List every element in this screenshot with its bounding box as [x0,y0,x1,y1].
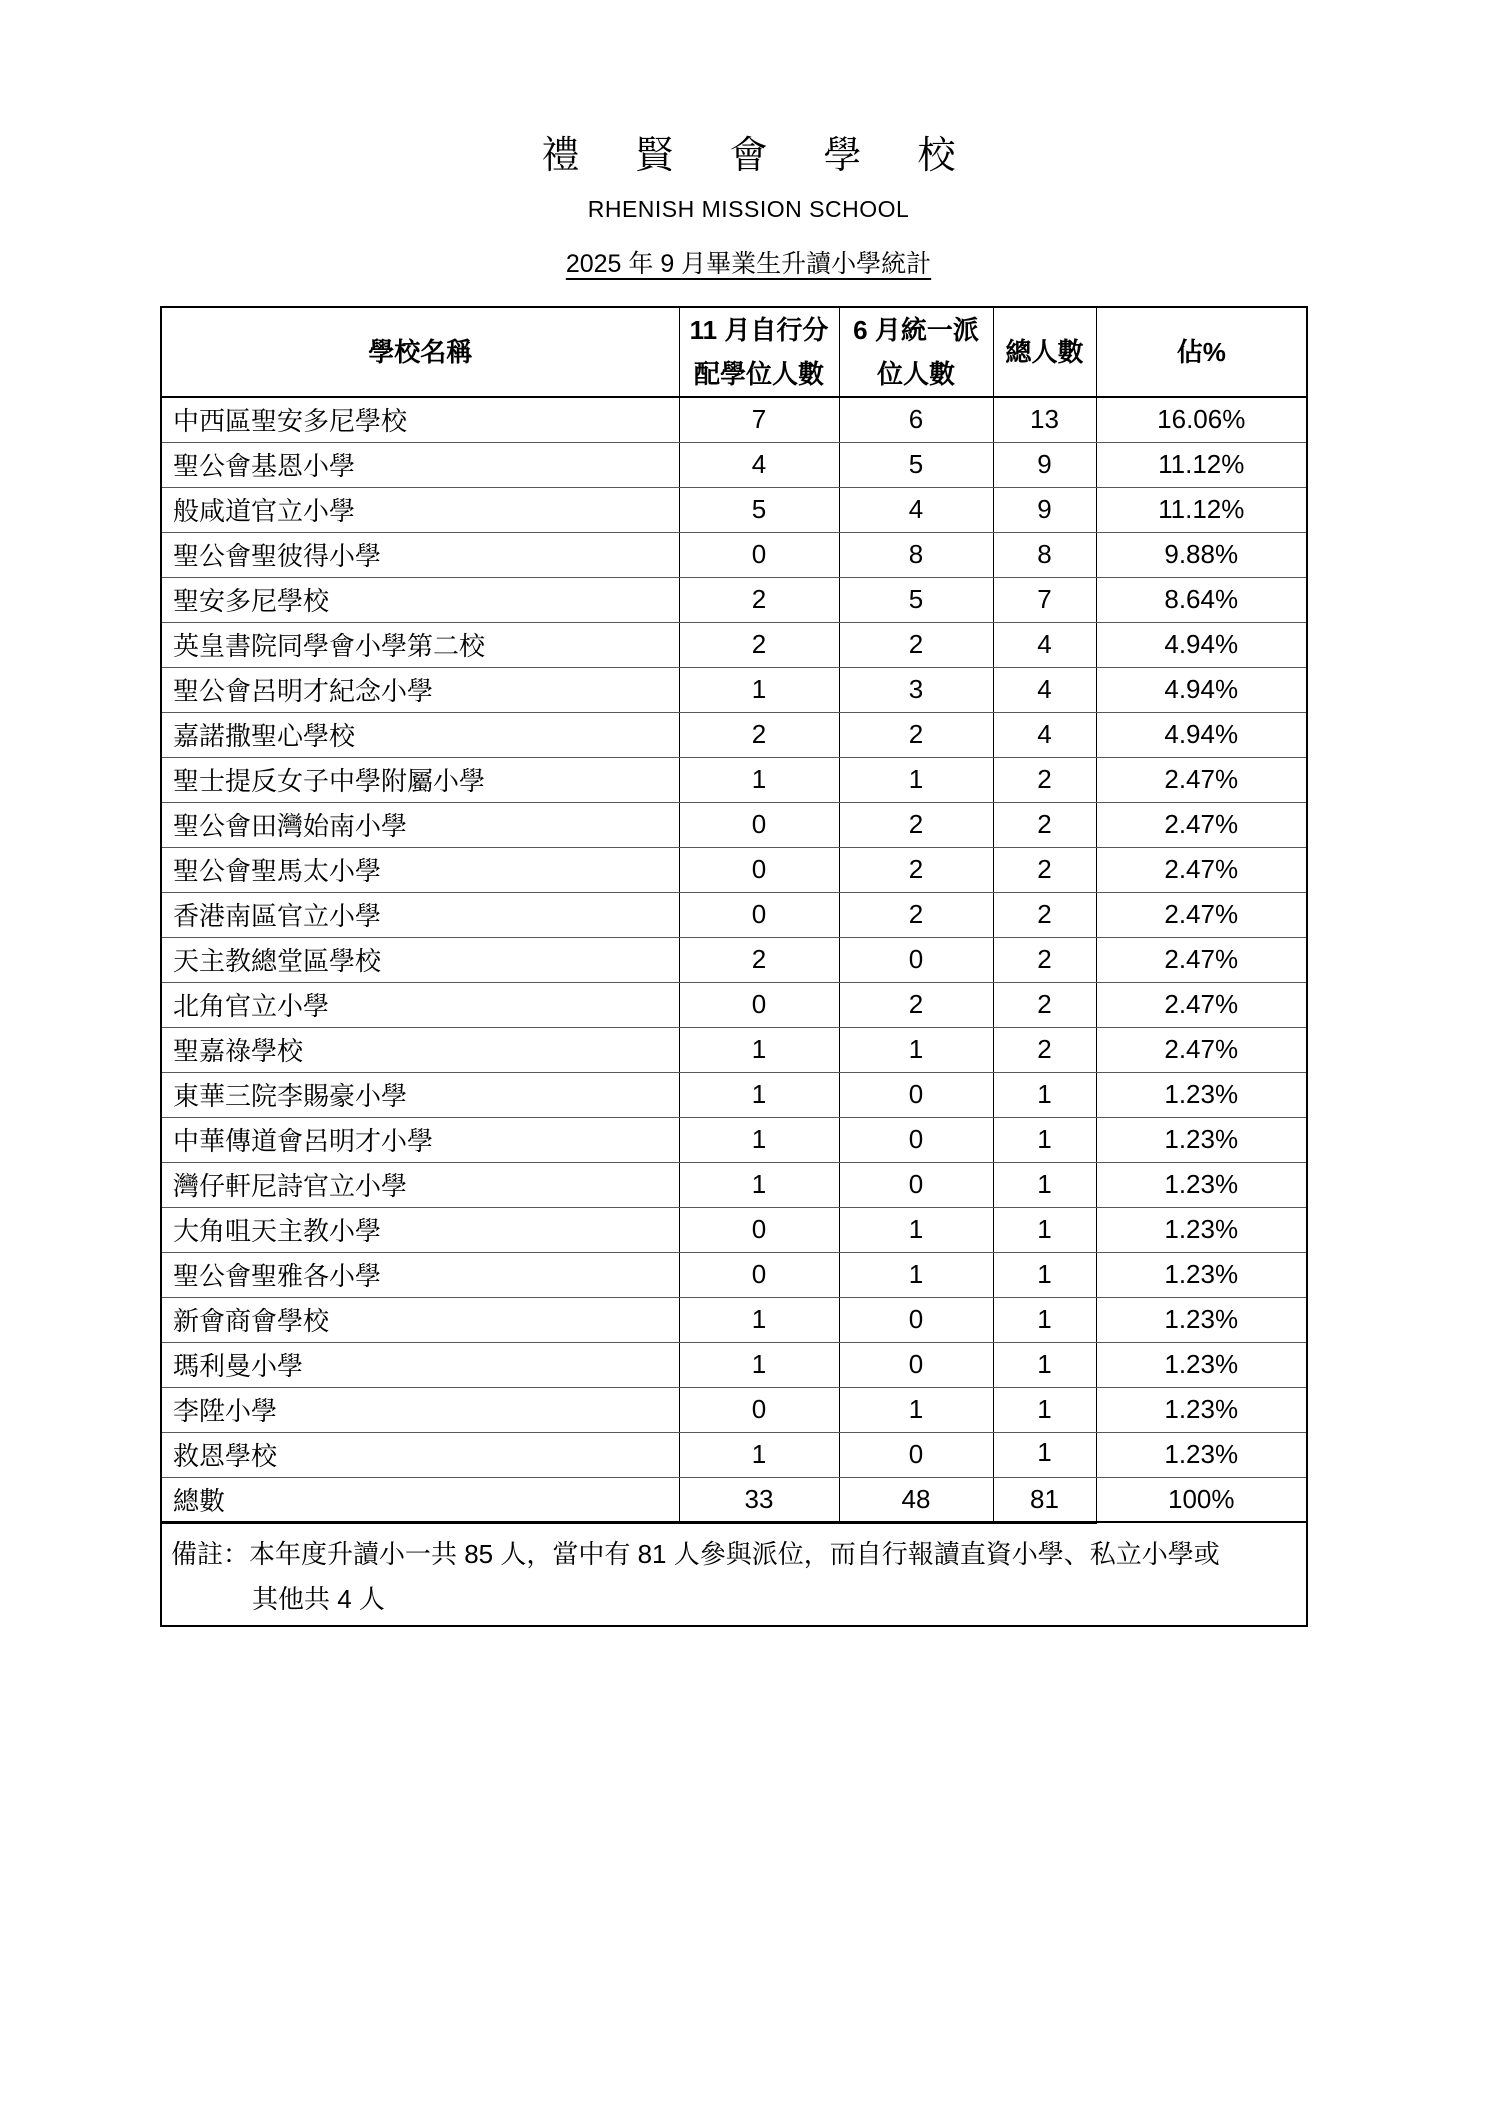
school-name-cell: 聖公會基恩小學 [161,442,679,487]
jun-count-cell: 0 [839,1297,993,1342]
nov-count-cell: 0 [679,982,839,1027]
admission-stats-table [160,306,1308,1627]
total-count-cell: 9 [993,487,1096,532]
nov-count-cell: 0 [679,532,839,577]
jun-count-cell: 0 [839,1342,993,1387]
nov-count-cell: 0 [679,802,839,847]
total-jun-cell: 48 [839,1477,993,1522]
table-row [161,757,1307,802]
percent-cell: 2.47% [1096,757,1307,802]
total-count-cell: 9 [993,442,1096,487]
header-jun-central [839,307,993,397]
percent-cell: 2.47% [1096,847,1307,892]
footnote-cell [161,1522,1307,1626]
total-count-cell: 1 [993,1072,1096,1117]
header-percent-label: 佔% [1176,337,1226,367]
total-count-cell: 8 [993,532,1096,577]
total-count-cell: 2 [993,892,1096,937]
total-label-cell: 總數 [161,1477,679,1522]
table-header [161,307,1307,397]
nov-count-cell: 0 [679,892,839,937]
table-row [161,487,1307,532]
header-total [993,307,1096,397]
school-name-cell: 中西區聖安多尼學校 [161,397,679,442]
percent-cell: 2.47% [1096,1027,1307,1072]
table-row [161,1342,1307,1387]
jun-count-cell: 4 [839,487,993,532]
percent-cell: 1.23% [1096,1432,1307,1477]
school-name-cell: 聖安多尼學校 [161,577,679,622]
nov-count-cell: 1 [679,667,839,712]
total-count-cell: 1 [993,1297,1096,1342]
jun-count-cell: 0 [839,1162,993,1207]
school-name-cell: 救恩學校 [161,1432,679,1477]
percent-cell: 1.23% [1096,1207,1307,1252]
table-row [161,577,1307,622]
table-row [161,1117,1307,1162]
percent-cell: 8.64% [1096,577,1307,622]
table-row [161,1027,1307,1072]
table-row [161,937,1307,982]
jun-count-cell: 0 [839,1072,993,1117]
table-row [161,1387,1307,1432]
school-name-cell: 英皇書院同學會小學第二校 [161,622,679,667]
table-row [161,397,1307,442]
total-count-cell: 13 [993,397,1096,442]
total-count-cell: 2 [993,757,1096,802]
school-name-cell: 東華三院李賜豪小學 [161,1072,679,1117]
nov-count-cell: 0 [679,1207,839,1252]
total-count-cell: 1 [993,1342,1096,1387]
total-row [161,1477,1307,1522]
jun-count-cell: 1 [839,1027,993,1072]
school-name-cell: 灣仔軒尼詩官立小學 [161,1162,679,1207]
school-name-cell: 北角官立小學 [161,982,679,1027]
percent-cell: 2.47% [1096,937,1307,982]
table-row [161,712,1307,757]
school-name-cell: 瑪利曼小學 [161,1342,679,1387]
jun-count-cell: 2 [839,712,993,757]
jun-count-cell: 1 [839,1387,993,1432]
header-row [161,307,1307,397]
total-count-cell: 2 [993,802,1096,847]
school-name-cell: 聖公會聖彼得小學 [161,532,679,577]
nov-count-cell: 1 [679,1297,839,1342]
school-name-english: RHENISH MISSION SCHOOL [587,196,910,222]
total-count-cell: 2 [993,937,1096,982]
header-nov-line2: 配學位人數 [693,359,824,389]
jun-count-cell: 5 [839,577,993,622]
school-name-cell: 嘉諾撒聖心學校 [161,712,679,757]
school-name-cell: 李陞小學 [161,1387,679,1432]
school-name-cell: 聖公會聖馬太小學 [161,847,679,892]
total-count-cell: 2 [993,1027,1096,1072]
jun-count-cell: 2 [839,802,993,847]
table-row [161,667,1307,712]
nov-count-cell: 7 [679,397,839,442]
table-row [161,622,1307,667]
jun-count-cell: 8 [839,532,993,577]
header-school-name [161,307,679,397]
total-count-cell: 1 [993,1117,1096,1162]
percent-cell: 2.47% [1096,982,1307,1027]
nov-count-cell: 1 [679,1117,839,1162]
table-row [161,532,1307,577]
percent-cell: 4.94% [1096,667,1307,712]
table-row [161,1207,1307,1252]
nov-count-cell: 1 [679,1162,839,1207]
percent-cell: 2.47% [1096,802,1307,847]
school-name-chinese: 禮賢會學校 [541,135,1012,177]
report-title [0,244,1497,280]
percent-cell: 1.23% [1096,1297,1307,1342]
nov-count-cell: 2 [679,622,839,667]
footnote-row [161,1522,1307,1626]
jun-count-cell: 0 [839,1432,993,1477]
nov-count-cell: 2 [679,937,839,982]
total-count-cell: 1 [993,1432,1096,1477]
percent-cell: 16.06% [1096,397,1307,442]
total-percent-cell: 100% [1096,1477,1307,1522]
nov-count-cell: 0 [679,1387,839,1432]
percent-cell: 4.94% [1096,622,1307,667]
header-percent [1096,307,1307,397]
nov-count-cell: 0 [679,1252,839,1297]
jun-count-cell: 1 [839,1252,993,1297]
total-count-cell: 1 [993,1252,1096,1297]
table-row [161,1162,1307,1207]
nov-count-cell: 2 [679,577,839,622]
jun-count-cell: 2 [839,622,993,667]
jun-count-cell: 6 [839,397,993,442]
school-name-cell: 聖公會聖雅各小學 [161,1252,679,1297]
header-total-label: 總人數 [1005,337,1084,367]
nov-count-cell: 0 [679,847,839,892]
total-count-cell: 2 [993,982,1096,1027]
percent-cell: 11.12% [1096,442,1307,487]
total-count-cell: 4 [993,622,1096,667]
table-row [161,1072,1307,1117]
school-name-cell: 聖嘉祿學校 [161,1027,679,1072]
report-title-text: 2025 年 9 月畢業生升讀小學統計 [565,250,932,278]
total-count-cell: 81 [993,1477,1096,1522]
nov-count-cell: 4 [679,442,839,487]
jun-count-cell: 3 [839,667,993,712]
nov-count-cell: 1 [679,757,839,802]
jun-count-cell: 5 [839,442,993,487]
percent-cell: 4.94% [1096,712,1307,757]
school-name-cell: 聖公會田灣始南小學 [161,802,679,847]
jun-count-cell: 2 [839,892,993,937]
jun-count-cell: 0 [839,937,993,982]
header-school-name-label: 學校名稱 [368,337,473,367]
nov-count-cell: 1 [679,1027,839,1072]
header-jun-line2: 位人數 [876,359,955,389]
table-row [161,1297,1307,1342]
school-name-cell: 新會商會學校 [161,1297,679,1342]
total-count-cell: 1 [993,1207,1096,1252]
table-footer [161,1477,1307,1626]
school-name-cell: 大角咀天主教小學 [161,1207,679,1252]
school-name-cell: 聖公會呂明才紀念小學 [161,667,679,712]
header-nov-allocation [679,307,839,397]
jun-count-cell: 0 [839,1117,993,1162]
table-row [161,1252,1307,1297]
total-count-cell: 7 [993,577,1096,622]
school-name-cell: 聖士提反女子中學附屬小學 [161,757,679,802]
jun-count-cell: 2 [839,847,993,892]
table-row [161,802,1307,847]
table-row [161,1432,1307,1477]
table-row [161,892,1307,937]
footnote-line-2: 其他共 4 人 [252,1583,385,1614]
percent-cell: 1.23% [1096,1252,1307,1297]
header-nov-line1: 11 月自行分 [689,315,829,345]
percent-cell: 1.23% [1096,1387,1307,1432]
total-count-cell: 4 [993,667,1096,712]
table-row [161,982,1307,1027]
total-nov-cell: 33 [679,1477,839,1522]
nov-count-cell: 1 [679,1432,839,1477]
table-row [161,442,1307,487]
table-body [161,397,1307,1477]
percent-cell: 2.47% [1096,892,1307,937]
jun-count-cell: 2 [839,982,993,1027]
percent-cell: 1.23% [1096,1117,1307,1162]
percent-cell: 9.88% [1096,532,1307,577]
total-count-cell: 1 [993,1162,1096,1207]
percent-cell: 11.12% [1096,487,1307,532]
total-count-cell: 2 [993,847,1096,892]
school-name-cell: 般咸道官立小學 [161,487,679,532]
table-row [161,847,1307,892]
footnote-line-1: 備註：本年度升讀小一共 85 人，當中有 81 人參與派位，而自行報讀直資小學、私立小學或 [171,1538,1220,1569]
school-name-cell: 香港南區官立小學 [161,892,679,937]
nov-count-cell: 1 [679,1072,839,1117]
percent-cell: 1.23% [1096,1072,1307,1117]
school-name-cell: 天主教總堂區學校 [161,937,679,982]
jun-count-cell: 1 [839,757,993,802]
header-jun-line1: 6 月統一派 [853,315,979,345]
total-count-cell: 4 [993,712,1096,757]
nov-count-cell: 2 [679,712,839,757]
jun-count-cell: 1 [839,1207,993,1252]
nov-count-cell: 1 [679,1342,839,1387]
percent-cell: 1.23% [1096,1162,1307,1207]
nov-count-cell: 5 [679,487,839,532]
percent-cell: 1.23% [1096,1342,1307,1387]
total-count-cell: 1 [993,1387,1096,1432]
school-name-cell: 中華傳道會呂明才小學 [161,1117,679,1162]
